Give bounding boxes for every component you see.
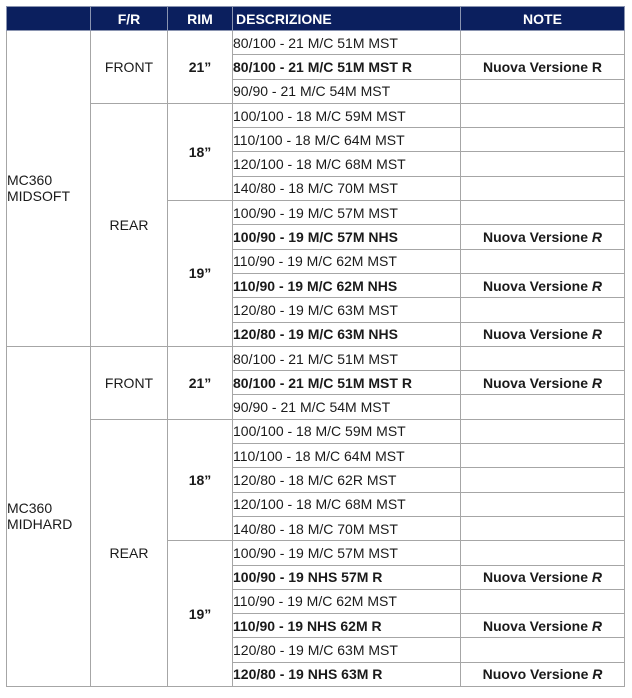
note-cell	[461, 31, 625, 55]
description-cell: 120/80 - 19 NHS 63M R	[233, 662, 461, 686]
front-rear-cell: FRONT	[91, 31, 168, 104]
table-row	[7, 346, 625, 370]
front-rear-cell: FRONT	[91, 346, 168, 419]
header-product	[7, 7, 91, 31]
header-fr: F/R	[91, 7, 168, 31]
note-cell	[461, 249, 625, 273]
table-row	[7, 103, 625, 127]
note-cell	[461, 614, 625, 638]
note-text: Nuova Versione	[482, 326, 592, 343]
note-cell	[461, 589, 625, 613]
note-cell	[461, 395, 625, 419]
table-body	[7, 31, 625, 687]
table-row	[7, 419, 625, 443]
description-cell: 120/80 - 18 M/C 62R MST	[233, 468, 461, 492]
note-cell	[461, 444, 625, 468]
description-cell: 120/80 - 19 M/C 63M NHS	[233, 322, 461, 346]
product-line1: MC360	[7, 172, 53, 189]
description-cell: 120/80 - 19 M/C 63M MST	[233, 638, 461, 662]
description-cell: 100/100 - 18 M/C 59M MST	[233, 103, 461, 127]
note-cell	[461, 419, 625, 443]
note-version-letter: R	[591, 569, 603, 586]
note-text: Nuova Versione	[482, 617, 592, 634]
description-cell: 100/90 - 19 NHS 57M R	[233, 565, 461, 589]
table-header-row	[7, 7, 625, 31]
description-cell: 100/90 - 19 M/C 57M NHS	[233, 225, 461, 249]
description-cell: 110/90 - 19 M/C 62M MST	[233, 249, 461, 273]
rim-size-cell: 19”	[168, 541, 233, 687]
note-cell	[461, 322, 625, 346]
tyre-spec-table	[6, 6, 625, 687]
note-cell	[461, 638, 625, 662]
note-text: Nuova Versione	[482, 277, 592, 294]
rim-size-cell: 21”	[168, 31, 233, 104]
note-cell	[461, 371, 625, 395]
description-cell: 80/100 - 21 M/C 51M MST	[233, 346, 461, 370]
description-cell: 120/100 - 18 M/C 68M MST	[233, 492, 461, 516]
description-cell: 100/100 - 18 M/C 59M MST	[233, 419, 461, 443]
note-version-letter: R	[591, 326, 603, 343]
header-descrizione: DESCRIZIONE	[233, 7, 461, 31]
description-cell: 110/90 - 19 M/C 62M NHS	[233, 273, 461, 297]
note-cell	[461, 128, 625, 152]
note-cell	[461, 298, 625, 322]
note-cell	[461, 79, 625, 103]
rim-size-cell: 21”	[168, 346, 233, 419]
product-name-cell	[7, 346, 91, 686]
note-version-letter: R	[591, 617, 603, 634]
description-cell: 120/80 - 19 M/C 63M MST	[233, 298, 461, 322]
note-cell	[461, 565, 625, 589]
note-version-letter: R	[591, 277, 603, 294]
description-cell: 110/100 - 18 M/C 64M MST	[233, 128, 461, 152]
rim-size-cell: 18”	[168, 103, 233, 200]
description-cell: 140/80 - 18 M/C 70M MST	[233, 176, 461, 200]
description-cell: 100/90 - 19 M/C 57M MST	[233, 541, 461, 565]
note-cell	[461, 225, 625, 249]
product-line2: MIDHARD	[7, 516, 73, 533]
table-row	[7, 31, 625, 55]
note-cell	[461, 516, 625, 540]
rim-size-cell: 19”	[168, 201, 233, 347]
note-text: Nuova Versione	[482, 229, 592, 246]
note-text: Nuovo Versione	[482, 666, 593, 683]
description-cell: 140/80 - 18 M/C 70M MST	[233, 516, 461, 540]
note-cell	[461, 152, 625, 176]
description-cell: 80/100 - 21 M/C 51M MST R	[233, 55, 461, 79]
note-cell	[461, 201, 625, 225]
header-note: NOTE	[461, 7, 625, 31]
description-cell: 110/90 - 19 NHS 62M R	[233, 614, 461, 638]
note-cell	[461, 176, 625, 200]
note-version-letter: R	[592, 666, 603, 683]
note-cell	[461, 55, 625, 79]
description-cell: 90/90 - 21 M/C 54M MST	[233, 79, 461, 103]
description-cell: 90/90 - 21 M/C 54M MST	[233, 395, 461, 419]
front-rear-cell: REAR	[91, 103, 168, 346]
note-text: Nuova Versione	[482, 374, 592, 391]
note-cell	[461, 541, 625, 565]
note-cell	[461, 103, 625, 127]
rim-size-cell: 18”	[168, 419, 233, 540]
note-cell	[461, 346, 625, 370]
description-cell: 80/100 - 21 M/C 51M MST R	[233, 371, 461, 395]
note-cell	[461, 662, 625, 686]
note-cell	[461, 492, 625, 516]
description-cell: 80/100 - 21 M/C 51M MST	[233, 31, 461, 55]
description-cell: 120/100 - 18 M/C 68M MST	[233, 152, 461, 176]
note-text: Nuova Versione R	[482, 58, 603, 75]
product-name-cell	[7, 31, 91, 347]
note-text: Nuova Versione	[482, 569, 592, 586]
description-cell: 110/90 - 19 M/C 62M MST	[233, 589, 461, 613]
product-line1: MC360	[7, 500, 53, 517]
header-rim: RIM	[168, 7, 233, 31]
note-version-letter: R	[591, 374, 603, 391]
description-cell: 100/90 - 19 M/C 57M MST	[233, 201, 461, 225]
product-line2: MIDSOFT	[7, 188, 70, 205]
note-version-letter: R	[591, 229, 603, 246]
note-cell	[461, 273, 625, 297]
front-rear-cell: REAR	[91, 419, 168, 686]
note-cell	[461, 468, 625, 492]
description-cell: 110/100 - 18 M/C 64M MST	[233, 444, 461, 468]
